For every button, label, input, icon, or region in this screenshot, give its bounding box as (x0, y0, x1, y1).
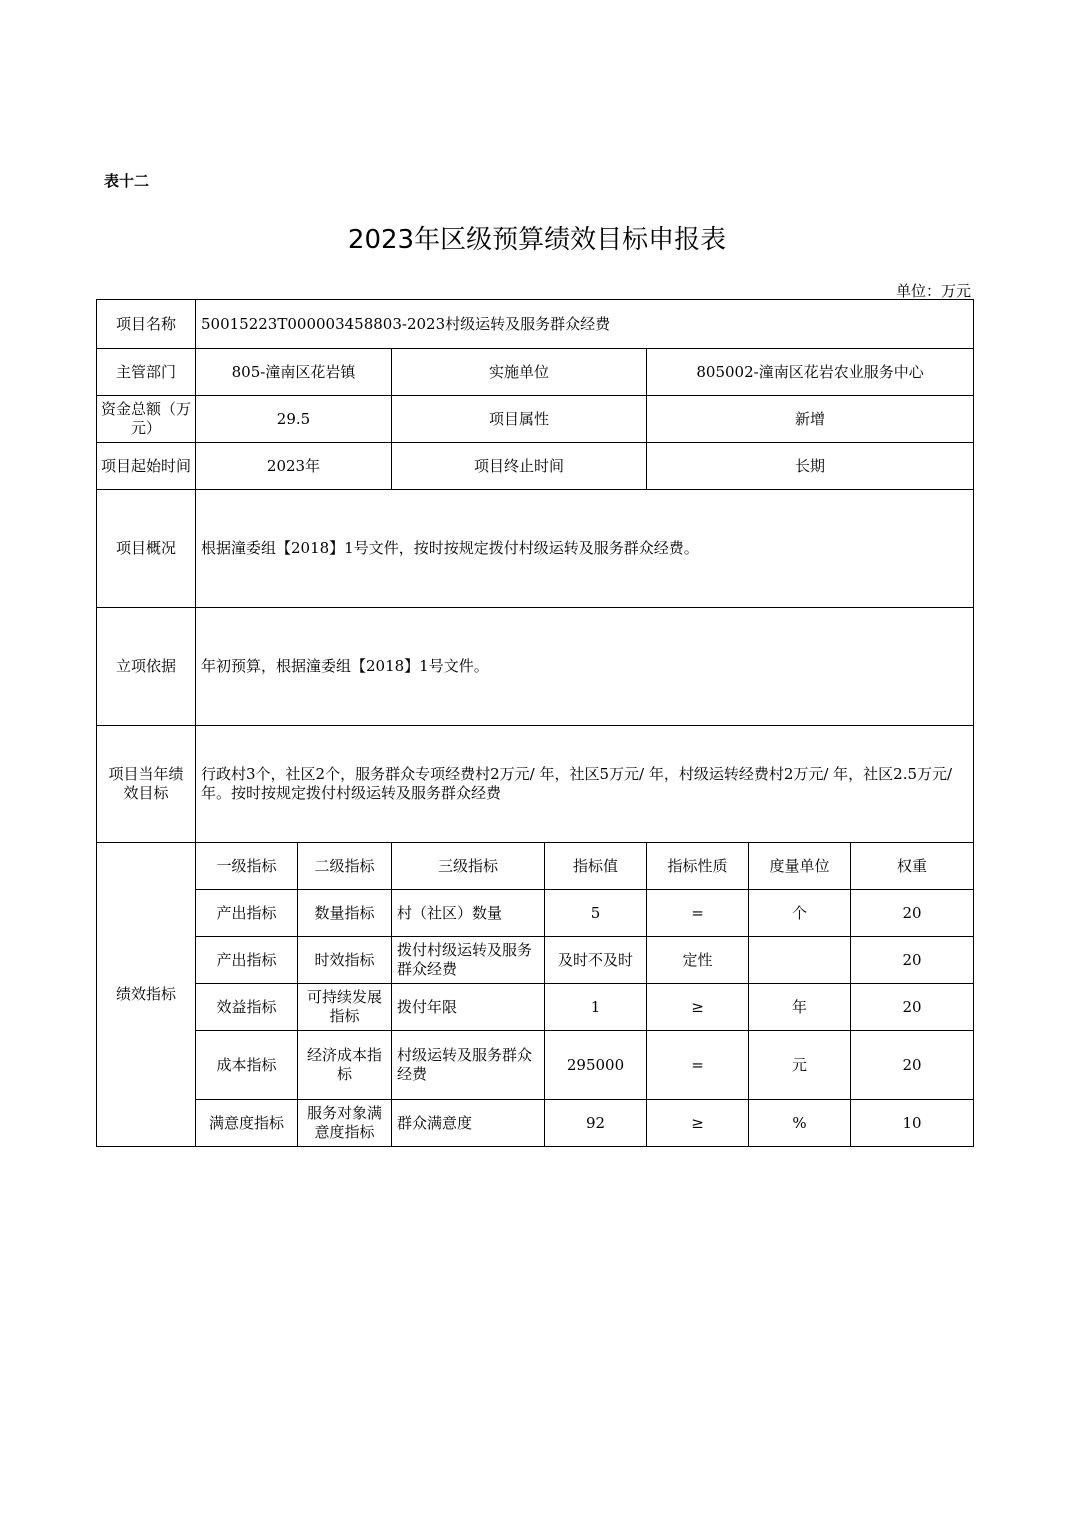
indicator-cell: 20 (851, 890, 974, 937)
indicator-cell: 可持续发展指标 (298, 984, 392, 1031)
indicator-cell: 92 (545, 1100, 647, 1147)
indicator-cell: 服务对象满意度指标 (298, 1100, 392, 1147)
indicator-cell: % (749, 1100, 851, 1147)
indicator-row (97, 1100, 974, 1147)
indicator-cell: 村（社区）数量 (392, 890, 545, 937)
indicator-row (97, 984, 974, 1031)
project-name-value: 50015223T000003458803-2023村级运转及服务群众经费 (196, 300, 974, 349)
impl-label: 实施单位 (392, 349, 647, 396)
indicator-cell: 20 (851, 937, 974, 984)
indicator-cell: = (647, 1031, 749, 1100)
indicator-cell: 20 (851, 984, 974, 1031)
indicator-cell: ≥ (647, 1100, 749, 1147)
indicator-header: 二级指标 (298, 843, 392, 890)
indicator-cell: 5 (545, 890, 647, 937)
start-label: 项目起始时间 (97, 443, 196, 490)
indicator-cell: 定性 (647, 937, 749, 984)
indicator-cell (749, 937, 851, 984)
indicator-row (97, 890, 974, 937)
indicator-cell: 产出指标 (196, 937, 298, 984)
funds-value: 29.5 (196, 396, 392, 443)
indicator-cell: 成本指标 (196, 1031, 298, 1100)
project-name-label: 项目名称 (97, 300, 196, 349)
indicator-cell: = (647, 890, 749, 937)
overview-value: 根据潼委组【2018】1号文件，按时按规定拨付村级运转及服务群众经费。 (196, 490, 974, 608)
attr-label: 项目属性 (392, 396, 647, 443)
indicator-cell: 效益指标 (196, 984, 298, 1031)
indicator-header: 三级指标 (392, 843, 545, 890)
indicator-cell: 拨付村级运转及服务群众经费 (392, 937, 545, 984)
indicator-cell: 元 (749, 1031, 851, 1100)
indicator-header: 度量单位 (749, 843, 851, 890)
attr-value: 新增 (647, 396, 974, 443)
indicator-header: 权重 (851, 843, 974, 890)
indicator-row (97, 1031, 974, 1100)
goal-value: 行政村3个，社区2个，服务群众专项经费村2万元/ 年，社区5万元/ 年，村级运转经费村2万元/ 年，社区2.5万元/ 年。按时按规定拨付村级运转及服务群众经费 (196, 726, 974, 843)
impl-value: 805002-潼南区花岩农业服务中心 (647, 349, 974, 396)
indicator-cell: 数量指标 (298, 890, 392, 937)
indicator-header: 一级指标 (196, 843, 298, 890)
basis-value: 年初预算，根据潼委组【2018】1号文件。 (196, 608, 974, 726)
basis-label: 立项依据 (97, 608, 196, 726)
dept-label: 主管部门 (97, 349, 196, 396)
indicators-section-label: 绩效指标 (97, 843, 196, 1147)
table-number-tag: 表十二 (104, 172, 150, 190)
indicator-cell: 产出指标 (196, 890, 298, 937)
indicator-cell: 经济成本指标 (298, 1031, 392, 1100)
indicator-cell: ≥ (647, 984, 749, 1031)
indicator-cell: 满意度指标 (196, 1100, 298, 1147)
dept-value: 805-潼南区花岩镇 (196, 349, 392, 396)
budget-performance-table (96, 299, 974, 1147)
indicator-cell: 个 (749, 890, 851, 937)
end-value: 长期 (647, 443, 974, 490)
overview-label: 项目概况 (97, 490, 196, 608)
goal-label: 项目当年绩效目标 (97, 726, 196, 843)
indicator-header: 指标性质 (647, 843, 749, 890)
end-label: 项目终止时间 (392, 443, 647, 490)
indicator-cell: 10 (851, 1100, 974, 1147)
indicator-cell: 1 (545, 984, 647, 1031)
unit-label: 单位：万元 (895, 282, 971, 300)
indicator-row (97, 937, 974, 984)
indicator-cell: 村级运转及服务群众经费 (392, 1031, 545, 1100)
funds-label: 资金总额（万元） (97, 396, 196, 443)
indicator-cell: 295000 (545, 1031, 647, 1100)
indicator-cell: 时效指标 (298, 937, 392, 984)
page-title: 2023年区级预算绩效目标申报表 (347, 225, 727, 255)
indicator-header: 指标值 (545, 843, 647, 890)
indicator-cell: 群众满意度 (392, 1100, 545, 1147)
indicator-cell: 20 (851, 1031, 974, 1100)
start-value: 2023年 (196, 443, 392, 490)
indicator-cell: 年 (749, 984, 851, 1031)
indicator-cell: 拨付年限 (392, 984, 545, 1031)
indicator-cell: 及时不及时 (545, 937, 647, 984)
